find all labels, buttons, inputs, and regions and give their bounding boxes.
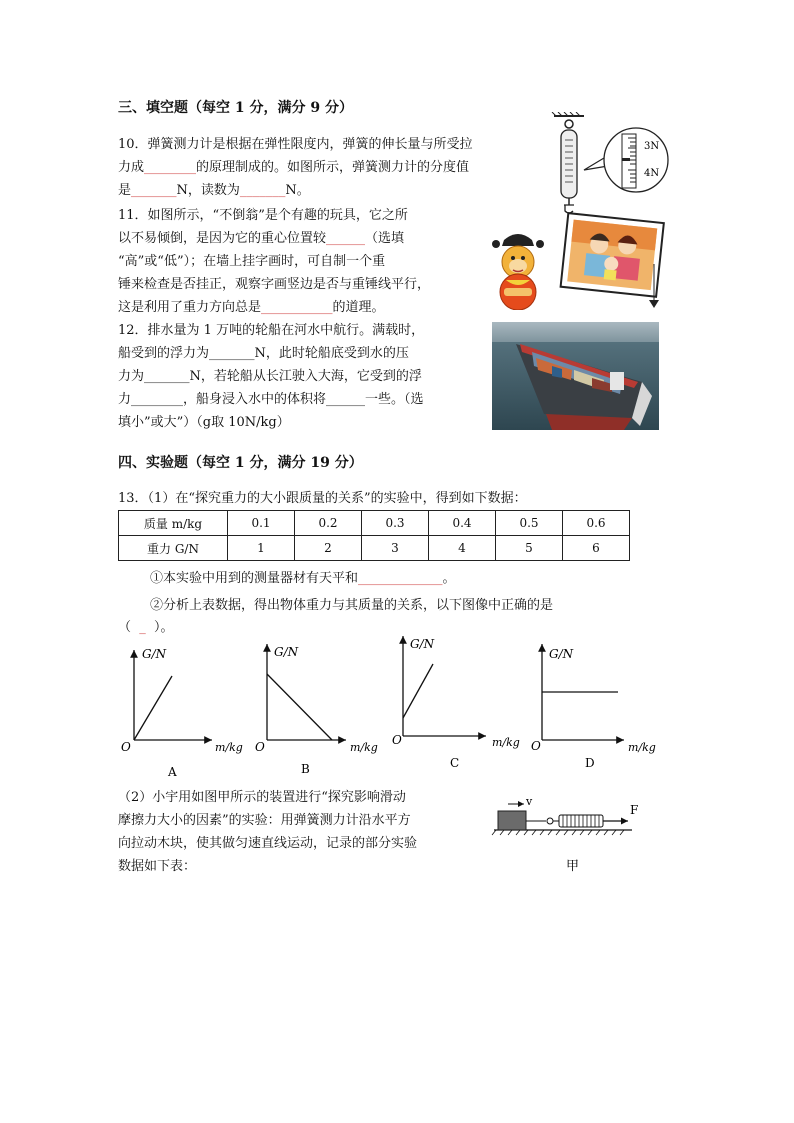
graph-a-caption: A <box>168 765 177 779</box>
q10-blank-1[interactable]: ________ <box>144 160 197 175</box>
table-cell: 2 <box>295 536 362 561</box>
figure-caption-jia: 甲 <box>566 859 580 874</box>
friction-apparatus-figure <box>490 796 650 876</box>
graph-c-caption: C <box>450 756 460 770</box>
q13-sub-2: ②分析上表数据，得出物体重力与其质量的关系，以下图像中正确的是 <box>150 598 554 613</box>
table-cell: 5 <box>496 536 563 561</box>
table-cell: 1 <box>228 536 295 561</box>
table-header-weight: 重力 G/N <box>119 536 228 561</box>
svg-text:m/kg: m/kg <box>215 741 243 754</box>
q10-line-2: 力成________的原理制成的。如图所示，弹簧测力计的分度值 <box>118 160 470 175</box>
plumb-bob-icon <box>649 300 659 308</box>
table-cell: 0.3 <box>362 511 429 536</box>
svg-text:G/N: G/N <box>549 647 574 661</box>
table-cell: 3 <box>362 536 429 561</box>
svg-text:m/kg: m/kg <box>350 741 378 754</box>
table-row <box>119 511 630 536</box>
q10-line-3: 是_______N，读数为_______N。 <box>118 183 310 198</box>
table-cell: 0.5 <box>496 511 563 536</box>
force-label: F <box>630 803 639 817</box>
svg-text:m/kg: m/kg <box>492 736 520 749</box>
section-3-heading: 三、填空题（每空 1 分，满分 9 分） <box>118 100 353 116</box>
table-cell: 4 <box>429 536 496 561</box>
spring-scale-horizontal <box>559 815 603 827</box>
q11-line-4: 锤来检查是否挂正，观察字画竖边是否与重锤线平行， <box>118 277 431 292</box>
q11-line-1: 11．如图所示，“不倒翁”是个有趣的玩具，它之所 <box>118 208 408 223</box>
q13-p2-line-1: （2）小宇用如图甲所示的装置进行“探究影响滑动 <box>118 790 406 805</box>
svg-text:O: O <box>121 740 131 754</box>
q13-sub-2-answer: （ _ ）。 <box>118 620 174 635</box>
table-cell: 0.2 <box>295 511 362 536</box>
graph-b-caption: B <box>301 762 310 776</box>
q10-blank-2[interactable]: _______ <box>131 183 177 198</box>
q12-line-5: 填小”或大”）（g取 10N/kg） <box>118 415 290 430</box>
q13-blank-1[interactable]: _____________ <box>358 571 443 586</box>
table-cell: 6 <box>563 536 630 561</box>
table-cell: 0.6 <box>563 511 630 536</box>
framed-painting-figure <box>556 212 670 312</box>
scale-label-4n: 4N <box>644 168 660 179</box>
scale-label-3n: 3N <box>644 141 660 152</box>
table-row <box>119 536 630 561</box>
mass-weight-table <box>118 510 630 561</box>
q12-line-2: 船受到的浮力为_______N，此时轮船底受到水的压 <box>118 346 409 361</box>
q11-line-2: 以不易倾倒，是因为它的重心位置较______（选填 <box>118 231 405 246</box>
q12-line-4: 力________，船身浸入水中的体积将______一些。（选 <box>118 392 424 407</box>
wooden-block <box>498 811 526 830</box>
q13-blank-2[interactable]: _ <box>139 620 146 635</box>
spring-scale-figure <box>548 112 673 222</box>
svg-text:G/N: G/N <box>274 645 299 659</box>
table-header-mass: 质量 m/kg <box>119 511 228 536</box>
graph-options <box>112 634 672 784</box>
tumbler-toy-figure <box>482 230 554 310</box>
q11-line-5: 这是利用了重力方向总是___________的道理。 <box>118 300 385 315</box>
graph-d-caption: D <box>585 756 595 770</box>
q10-line-1: 10．弹簧测力计是根据在弹性限度内，弹簧的伸长量与所受拉 <box>118 137 473 152</box>
section-4-heading: 四、实验题（每空 1 分，满分 19 分） <box>118 455 363 471</box>
table-cell: 0.1 <box>228 511 295 536</box>
svg-text:G/N: G/N <box>410 637 435 651</box>
graph-d <box>531 644 656 770</box>
q13-sub-1: ①本实验中用到的测量器材有天平和_____________。 <box>150 571 456 586</box>
svg-text:G/N: G/N <box>142 647 167 661</box>
q11-blank-1[interactable]: ______ <box>326 231 366 246</box>
graph-c <box>392 636 520 770</box>
q13-p2-line-4: 数据如下表： <box>118 859 197 874</box>
q13-p2-line-3: 向拉动木块，使其做匀速直线运动，记录的部分实验 <box>118 836 418 851</box>
container-ship-photo <box>492 322 659 430</box>
q13-intro: 13．（1）在“探究重力的大小跟质量的关系”的实验中，得到如下数据： <box>118 491 527 506</box>
graph-a <box>121 647 243 779</box>
ceiling-mount-icon <box>552 112 584 116</box>
svg-text:O: O <box>392 733 402 747</box>
q12-line-1: 12．排水量为 1 万吨的轮船在河水中航行。满载时， <box>118 323 425 338</box>
svg-text:m/kg: m/kg <box>628 741 656 754</box>
q11-blank-2[interactable]: ___________ <box>261 300 333 315</box>
graph-b <box>255 644 378 776</box>
q10-blank-3[interactable]: _______ <box>239 183 286 198</box>
q11-line-3: “高”或“低”）；在墙上挂字画时，可自制一个重 <box>118 254 386 269</box>
q12-line-3: 力为_______N，若轮船从长江驶入大海，它受到的浮 <box>118 369 422 384</box>
svg-text:O: O <box>531 739 541 753</box>
q13-p2-line-2: 摩擦力大小的因素”的实验：用弹簧测力计沿水平方 <box>118 813 411 828</box>
table-cell: 0.4 <box>429 511 496 536</box>
velocity-label: v <box>526 796 533 808</box>
svg-text:O: O <box>255 740 265 754</box>
